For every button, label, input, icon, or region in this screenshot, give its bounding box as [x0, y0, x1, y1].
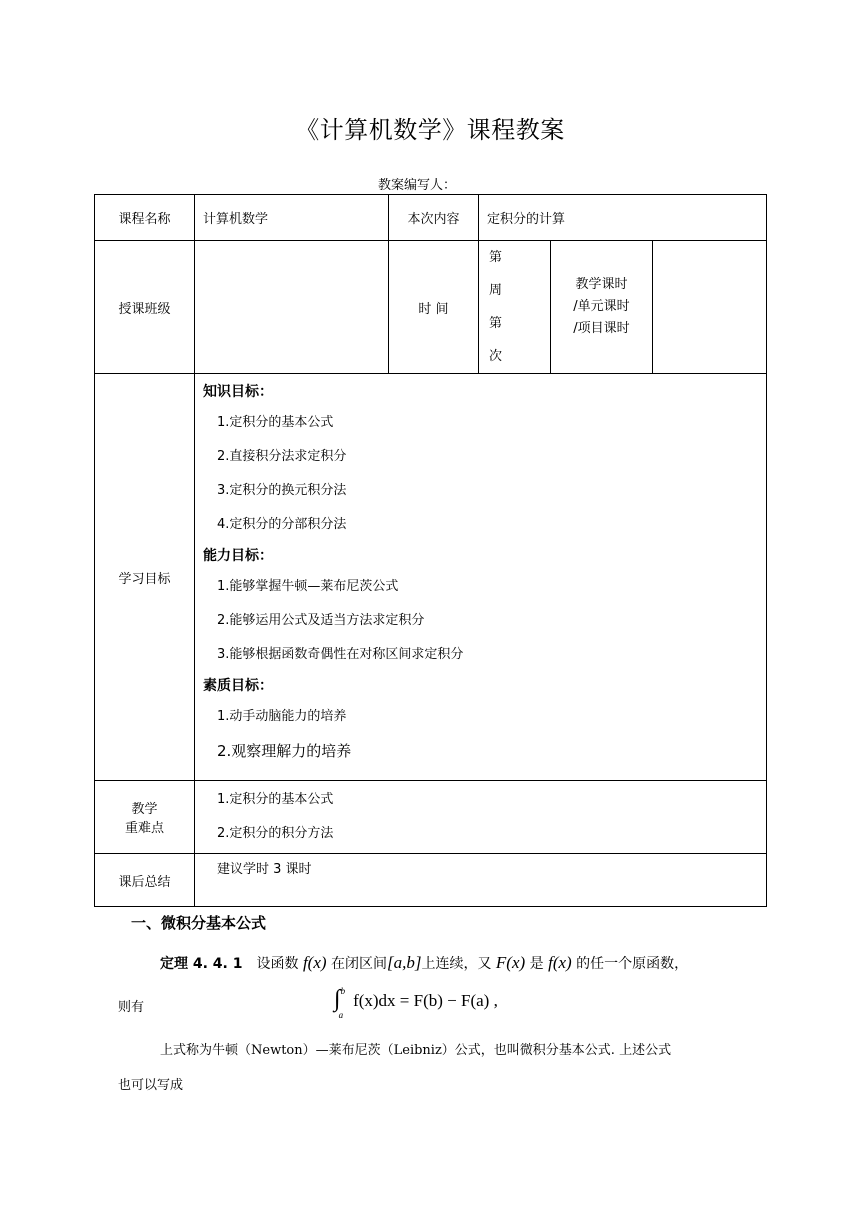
math-Fx: F(x) — [495, 953, 526, 972]
knowledge-item: 2.直接积分法求定积分 — [217, 449, 347, 464]
key-point-item: 2.定积分的积分方法 — [217, 826, 334, 841]
key-points-cell — [195, 781, 767, 854]
math-fx: f(x) — [302, 953, 327, 972]
knowledge-item: 4.定积分的分部积分法 — [217, 517, 347, 532]
quality-item: 2.观察理解力的培养 — [217, 742, 352, 760]
week-session-cell — [479, 241, 551, 374]
math-fx-2: f(x) — [548, 953, 572, 972]
knowledge-item: 1.定积分的基本公式 — [217, 415, 334, 430]
class-value — [195, 241, 389, 374]
theorem-text: 设函数 — [256, 956, 299, 972]
ability-item: 2.能够运用公式及适当方法求定积分 — [217, 613, 425, 628]
section-title: 一、微积分基本公式 — [131, 914, 267, 932]
upper-limit: b — [340, 986, 346, 996]
then-label: 则有 — [118, 1000, 145, 1015]
course-name-value: 计算机数学 — [195, 195, 389, 241]
summary-value: 建议学时 3 课时 — [195, 854, 767, 907]
knowledge-item: 3.定积分的换元积分法 — [217, 483, 347, 498]
ability-heading: 能力目标： — [203, 548, 273, 564]
theorem-label: 定理 4. 4. 1 — [160, 956, 243, 972]
theorem-text: 是 — [529, 956, 544, 972]
hours-value — [653, 241, 767, 374]
theorem-text: 上连续，又 — [421, 956, 492, 972]
newton-leibniz-formula — [334, 986, 498, 1020]
ability-item: 3.能够根据函数奇偶性在对称区间求定积分 — [217, 647, 464, 662]
page-title: 《计算机数学》课程教案 — [295, 116, 565, 144]
formula-body: f(x)dx = F(b) − F(a) , — [353, 991, 498, 1010]
quality-item: 1.动手动脑能力的培养 — [217, 709, 347, 724]
week-suffix: 周 — [489, 283, 503, 298]
goals-cell — [195, 374, 767, 781]
content-value: 定积分的计算 — [479, 195, 767, 241]
goals-label: 学习目标 — [95, 374, 195, 781]
key-point-item: 1.定积分的基本公式 — [217, 792, 334, 807]
paragraph-2: 也可以写成 — [118, 1078, 184, 1093]
key-label-line-1: 教学 — [131, 802, 158, 817]
theorem-text: 的任一个原函数， — [576, 956, 689, 972]
time-label: 时 间 — [389, 241, 479, 374]
quality-heading: 素质目标： — [203, 678, 273, 694]
math-interval: [a,b] — [386, 953, 422, 972]
integral-sign: ∫ — [334, 986, 341, 1012]
key-label-line-2: 重难点 — [124, 821, 164, 836]
week-prefix: 第 — [489, 250, 503, 265]
paragraph-1: 上式称为牛顿（Newton）—莱布尼茨（Leibniz）公式，也叫微积分基本公式. 上述公式 — [160, 1043, 672, 1058]
key-points-label — [95, 781, 195, 854]
hours-cell — [551, 241, 653, 374]
author-label: 教案编写人： — [378, 178, 457, 193]
theorem-text: 在闭区间 — [330, 956, 387, 972]
hours-line-1: 教学课时 — [575, 277, 628, 292]
class-label: 授课班级 — [95, 241, 195, 374]
lesson-plan-table — [94, 194, 767, 907]
course-name-label: 课程名称 — [95, 195, 195, 241]
ability-item: 1.能够掌握牛顿—莱布尼茨公式 — [217, 579, 399, 594]
hours-line-3: /项目课时 — [573, 321, 630, 336]
session-prefix: 第 — [489, 316, 503, 331]
hours-line-2: /单元课时 — [573, 299, 630, 314]
content-label: 本次内容 — [389, 195, 479, 241]
session-suffix: 次 — [489, 349, 503, 364]
theorem-line — [160, 953, 688, 973]
summary-label: 课后总结 — [95, 854, 195, 907]
lower-limit: a — [338, 1010, 344, 1020]
knowledge-heading: 知识目标： — [203, 384, 273, 400]
